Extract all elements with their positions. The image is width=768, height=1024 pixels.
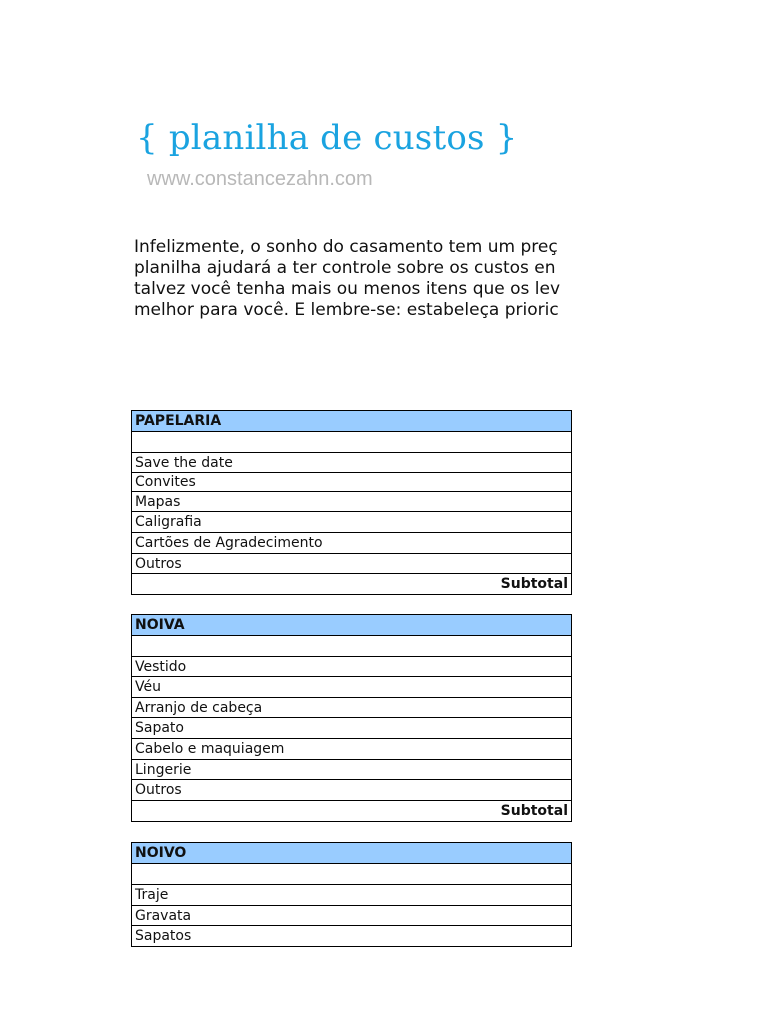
section-header-row	[132, 615, 572, 636]
item-cell[interactable]: Gravata	[132, 906, 572, 926]
subtotal-row	[132, 801, 572, 822]
table-row[interactable]	[132, 906, 572, 926]
blank-cell[interactable]	[132, 636, 572, 657]
item-cell[interactable]: Arranjo de cabeça	[132, 698, 572, 718]
subtotal-label: Subtotal	[132, 801, 572, 822]
table-row[interactable]	[132, 657, 572, 677]
blank-cell[interactable]	[132, 432, 572, 453]
table-row[interactable]	[132, 453, 572, 473]
item-cell[interactable]: Vestido	[132, 657, 572, 677]
item-cell[interactable]: Cartões de Agradecimento	[132, 533, 572, 554]
item-cell[interactable]: Sapatos	[132, 926, 572, 947]
table-row[interactable]	[132, 926, 572, 947]
item-cell[interactable]: Save the date	[132, 453, 572, 473]
table-row[interactable]	[132, 885, 572, 906]
table-row[interactable]	[132, 780, 572, 801]
subtotal-label: Subtotal	[132, 574, 572, 595]
item-cell[interactable]: Caligrafia	[132, 512, 572, 533]
table-row[interactable]	[132, 554, 572, 574]
noiva-table	[131, 614, 572, 822]
item-cell[interactable]: Mapas	[132, 492, 572, 512]
item-cell[interactable]: Outros	[132, 554, 572, 574]
table-row[interactable]	[132, 739, 572, 760]
item-cell[interactable]: Sapato	[132, 718, 572, 739]
intro-line: planilha ajudará a ter controle sobre os custos en	[134, 258, 556, 278]
table-row[interactable]	[132, 512, 572, 533]
table-row[interactable]	[132, 677, 572, 698]
table-row[interactable]	[132, 492, 572, 512]
subtotal-row	[132, 574, 572, 595]
section-title: PAPELARIA	[132, 411, 572, 432]
item-cell[interactable]: Lingerie	[132, 760, 572, 780]
item-cell[interactable]: Convites	[132, 473, 572, 492]
website-link[interactable]: www.constancezahn.com	[147, 168, 373, 190]
section-title: NOIVO	[132, 843, 572, 864]
section-header-row	[132, 411, 572, 432]
table-row[interactable]	[132, 760, 572, 780]
table-row[interactable]	[132, 718, 572, 739]
papelaria-table	[131, 410, 572, 595]
item-cell[interactable]: Cabelo e maquiagem	[132, 739, 572, 760]
table-row[interactable]	[132, 533, 572, 554]
item-cell[interactable]: Outros	[132, 780, 572, 801]
intro-line: melhor para você. E lembre-se: estabeleça prioric	[134, 300, 559, 320]
intro-paragraph	[134, 237, 573, 327]
section-header-row	[132, 843, 572, 864]
intro-line: Infelizmente, o sonho do casamento tem um preç	[134, 237, 558, 257]
table-row[interactable]	[132, 698, 572, 718]
table-row[interactable]	[132, 473, 572, 492]
section-title: NOIVA	[132, 615, 572, 636]
noivo-table	[131, 842, 572, 947]
item-cell[interactable]: Traje	[132, 885, 572, 906]
blank-row[interactable]	[132, 432, 572, 453]
page-title: { planilha de custos }	[136, 118, 518, 158]
blank-row[interactable]	[132, 636, 572, 657]
item-cell[interactable]: Véu	[132, 677, 572, 698]
blank-row[interactable]	[132, 864, 572, 885]
intro-line: talvez você tenha mais ou menos itens que os lev	[134, 279, 561, 299]
blank-cell[interactable]	[132, 864, 572, 885]
